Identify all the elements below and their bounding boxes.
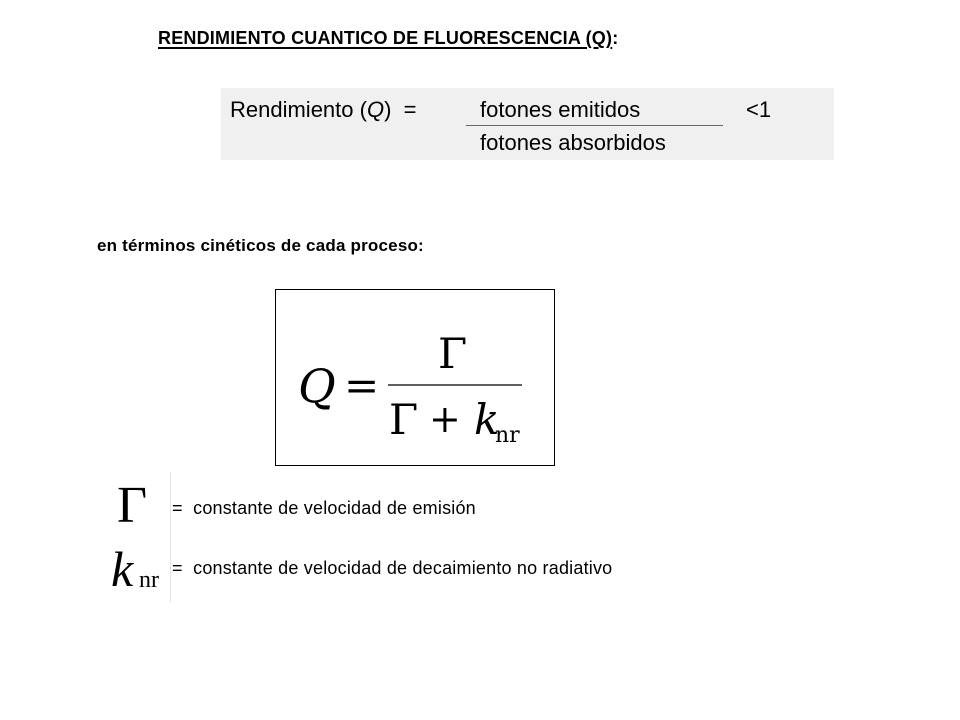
eq-k: k xyxy=(474,395,500,444)
formula-lhs-prefix: Rendimiento ( xyxy=(230,97,367,122)
quantum-yield-definition-box xyxy=(221,88,834,160)
formula-inequality: <1 xyxy=(746,97,772,122)
knr-symbol xyxy=(101,542,171,602)
eq-plus: + xyxy=(429,397,461,441)
k-glyph: k xyxy=(111,541,134,597)
formula-lhs-var: Q xyxy=(366,97,385,122)
eq-denominator-gamma: Γ xyxy=(389,395,419,444)
gamma-glyph: Γ xyxy=(117,477,148,534)
formula-denominator: fotones absorbidos xyxy=(480,130,666,155)
formula-lhs xyxy=(230,97,416,123)
knr-definition: = constante de velocidad de decaimiento no radiativo xyxy=(172,558,613,578)
kinetic-equation xyxy=(276,290,554,465)
kinetic-terms-heading: en términos cinéticos de cada proceso: xyxy=(97,236,424,255)
title-text: RENDIMIENTO CUANTICO DE FLUORESCENCIA (Q) xyxy=(158,28,613,48)
gamma-definition: = constante de velocidad de emisión xyxy=(172,498,476,518)
page-title xyxy=(158,28,618,49)
eq-k-subscript: nr xyxy=(495,423,520,448)
formula-numerator: fotones emitidos xyxy=(480,97,641,122)
kinetic-equation-box xyxy=(275,289,555,466)
eq-equals: = xyxy=(344,361,380,410)
nr-subscript: nr xyxy=(139,567,159,593)
eq-lhs-q: Q xyxy=(298,359,336,413)
fraction-bar xyxy=(466,125,723,126)
title-colon: : xyxy=(612,28,619,48)
symbol-divider xyxy=(170,472,171,602)
formula-lhs-suffix: ) = xyxy=(384,97,417,122)
eq-numerator-gamma: Γ xyxy=(438,329,468,378)
gamma-symbol xyxy=(101,472,171,542)
